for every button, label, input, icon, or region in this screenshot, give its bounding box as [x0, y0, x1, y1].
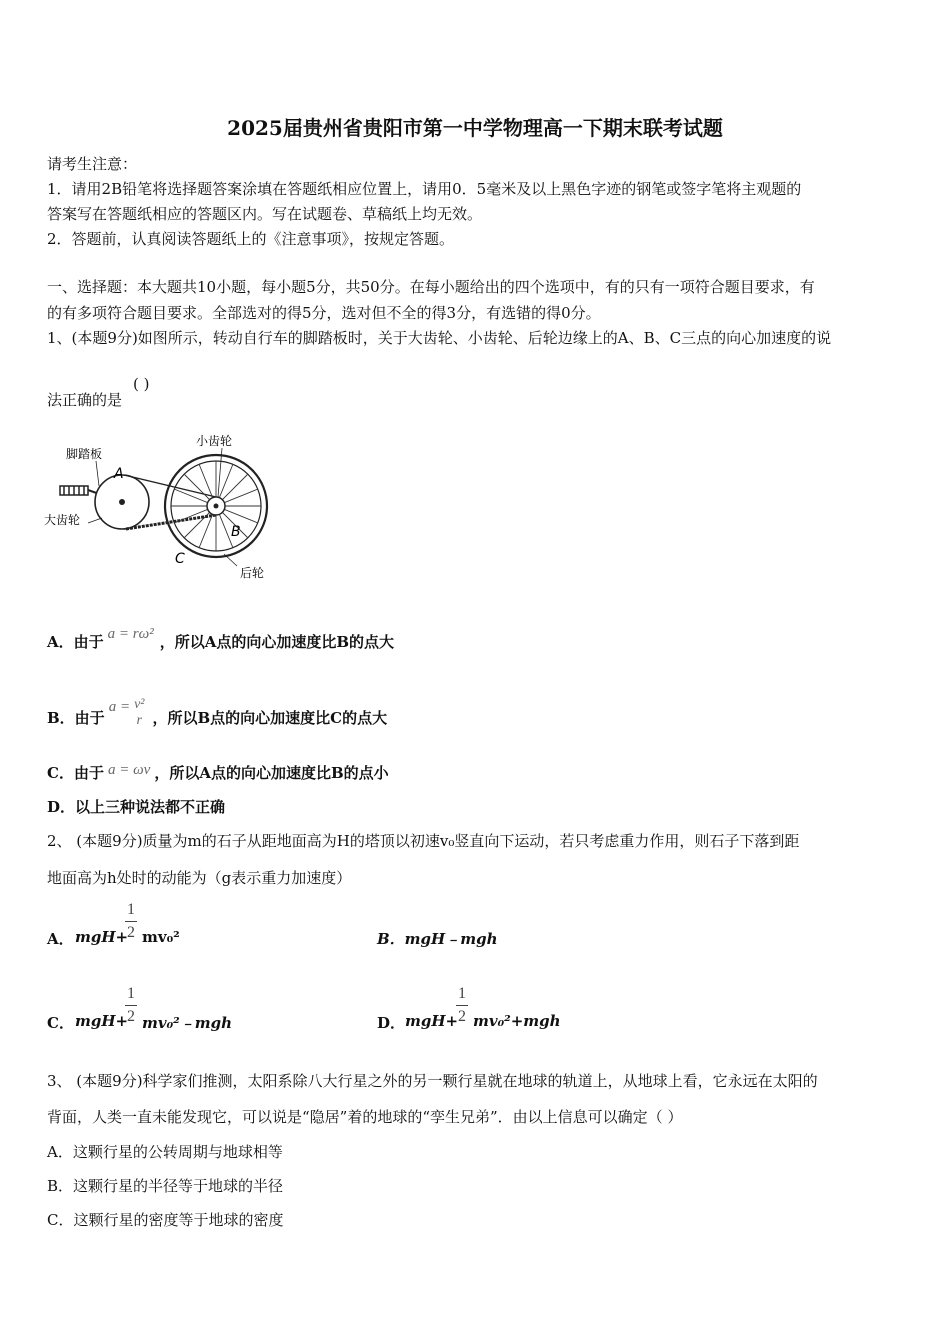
big-gear-leader	[88, 518, 102, 523]
q3-option-a: A．这颗行星的公转周期与地球相等	[47, 1143, 283, 1161]
q1-option-c-prefix: C．由于	[47, 764, 104, 782]
bicycle-gear-figure	[44, 430, 284, 590]
notice-heading: 请考生注意：	[47, 155, 138, 173]
label-point-a: A	[114, 466, 124, 482]
q2-option-d-label: D．	[377, 1014, 406, 1032]
notice-line-1a: 1．请用2B铅笔将选择题答案涂填在答题纸相应位置上，请用0．5毫米及以上黑色字迹的钢笔或签字笔将主观题的	[47, 180, 802, 198]
label-rear-wheel: 后轮	[240, 566, 265, 580]
label-pedal: 脚踏板	[66, 447, 103, 461]
q1-option-b-text: ，所以B点的向心加速度比C的点大	[152, 709, 388, 727]
q2-option-c-fraction-numerator: 1	[127, 985, 135, 1002]
q1-option-b-formula-a: a =	[108, 699, 131, 715]
q1-option-b-prefix: B．由于	[47, 709, 105, 727]
q1-option-c-text: ，所以A点的向心加速度比B的点小	[154, 764, 389, 782]
q1-option-b-formula-numerator: v²	[134, 697, 145, 712]
label-point-c: C	[175, 551, 185, 567]
q3-stem-line-2: 背面，人类一直未能发现它，可以说是“隐居”着的地球的“孪生兄弟”．由以上信息可以确定（ ）	[47, 1108, 683, 1126]
q1-answer-paren: ( )	[133, 375, 150, 393]
q2-stem-line-1: 2、 (本题9分)质量为m的石子从距地面高为H的塔顶以初速v₀竖直向下运动，若只考虑重力作用，则石子下落到距	[47, 832, 800, 850]
q1-option-a-formula: a = rω²	[107, 626, 154, 642]
q1-stem-line-1: 1、(本题9分)如图所示，转动自行车的脚踏板时，关于大齿轮、小齿轮、后轮边缘上的A、B、C三点的向心加速度的说	[47, 329, 832, 347]
q2-stem-line-2: 地面高为h处时的动能为（g表示重力加速度）	[47, 869, 352, 887]
notice-line-2: 2．答题前，认真阅读答题纸上的《注意事项》，按规定答题。	[47, 230, 455, 248]
q2-option-a-pre: mgH+	[75, 928, 129, 946]
q3-option-c: C．这颗行星的密度等于地球的密度	[47, 1211, 284, 1229]
q2-option-c-fraction-denominator: 2	[127, 1008, 135, 1025]
label-big-gear: 大齿轮	[44, 513, 81, 527]
page-title: 2025届贵州省贵阳市第一中学物理高一下期末联考试题	[227, 116, 723, 140]
q2-option-d-pre: mgH+	[405, 1012, 459, 1030]
pedal-grip	[64, 486, 84, 495]
q2-option-c-pre: mgH+	[75, 1012, 129, 1030]
q1-option-b-formula-denominator: r	[136, 713, 142, 728]
q2-option-c-post: mv₀²﹣mgh	[142, 1014, 232, 1032]
q1-option-a-prefix: A．由于	[47, 633, 104, 651]
section-1-line-2: 的有多项符合题目要求。全部选对的得5分，选对但不全的得3分，有选错的得0分。	[47, 304, 601, 322]
label-small-gear: 小齿轮	[196, 434, 233, 448]
q2-option-b: B．mgH﹣mgh	[377, 930, 498, 948]
q3-option-b: B．这颗行星的半径等于地球的半径	[47, 1177, 284, 1195]
section-1-line-1: 一、选择题：本大题共10小题，每小题5分，共50分。在每小题给出的四个选项中，有的只有一项符合题目要求，有	[47, 278, 815, 296]
q1-option-a-text: ，所以A点的向心加速度比B的点大	[159, 633, 395, 651]
q2-option-a-post: mv₀²	[142, 928, 180, 946]
q1-option-d: D．以上三种说法都不正确	[47, 798, 226, 816]
q2-option-a-fraction-denominator: 2	[127, 924, 135, 941]
q2-option-d-post: mv₀²+mgh	[473, 1012, 561, 1030]
label-point-b: B	[231, 524, 241, 540]
big-gear-axle	[119, 499, 125, 505]
notice-line-1b: 答案写在答题纸相应的答题区内。写在试题卷、草稿纸上均无效。	[47, 205, 483, 223]
q1-stem-line-2: 法正确的是	[47, 391, 123, 409]
q2-option-a-fraction-numerator: 1	[127, 901, 135, 918]
q2-option-c-label: C．	[47, 1014, 74, 1032]
q3-stem-line-1: 3、 (本题9分)科学家们推测，太阳系除八大行星之外的另一颗行星就在地球的轨道上，从地球上看，它永远在太阳的	[47, 1072, 818, 1090]
q2-option-d-fraction-denominator: 2	[458, 1008, 466, 1025]
q1-option-c-formula: a = ωv	[107, 762, 151, 778]
q2-option-d-fraction-numerator: 1	[458, 985, 466, 1002]
q2-option-a-label: A．	[47, 930, 74, 948]
small-gear-axle	[214, 504, 219, 509]
pedal-leader	[96, 461, 99, 486]
